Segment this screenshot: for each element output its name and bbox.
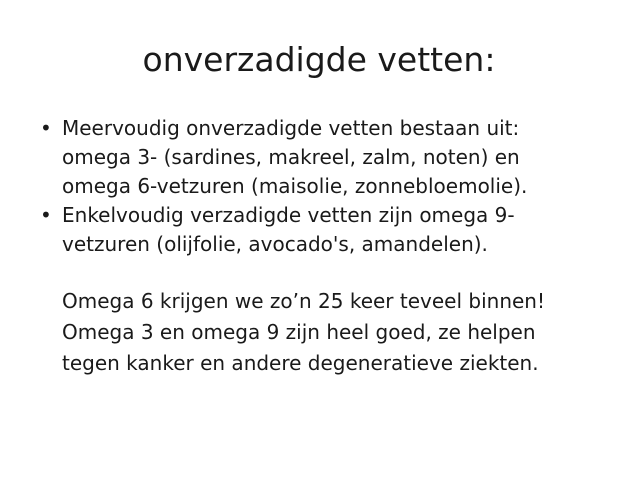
bullet-line: omega 6-vetzuren (maisolie, zonnebloemolie). [62,174,528,198]
bullet-marker: • [40,116,52,140]
paragraph-line: Omega 6 krijgen we zo’n 25 keer teveel binnen! [62,289,545,313]
paragraph-line: tegen kanker en andere degeneratieve ziekten. [62,351,539,375]
bullet-line: Meervoudig onverzadigde vetten bestaan uit: [62,116,520,140]
bullet-line: omega 3- (sardines, makreel, zalm, noten) en [62,145,520,169]
bullet-line: vetzuren (olijfolie, avocado's, amandelen). [62,232,488,256]
slide-title: onverzadigde vetten: [142,40,496,79]
paragraph-line: Omega 3 en omega 9 zijn heel goed, ze helpen [62,320,536,344]
bullet-item [40,201,630,259]
slide-body [40,114,630,380]
paragraph [40,287,630,316]
bullet-line: Enkelvoudig verzadigde vetten zijn omega 9- [62,203,515,227]
spacer [40,259,630,287]
bullet-marker: • [40,203,52,227]
paragraph [40,318,630,378]
bullet-item [40,114,630,201]
